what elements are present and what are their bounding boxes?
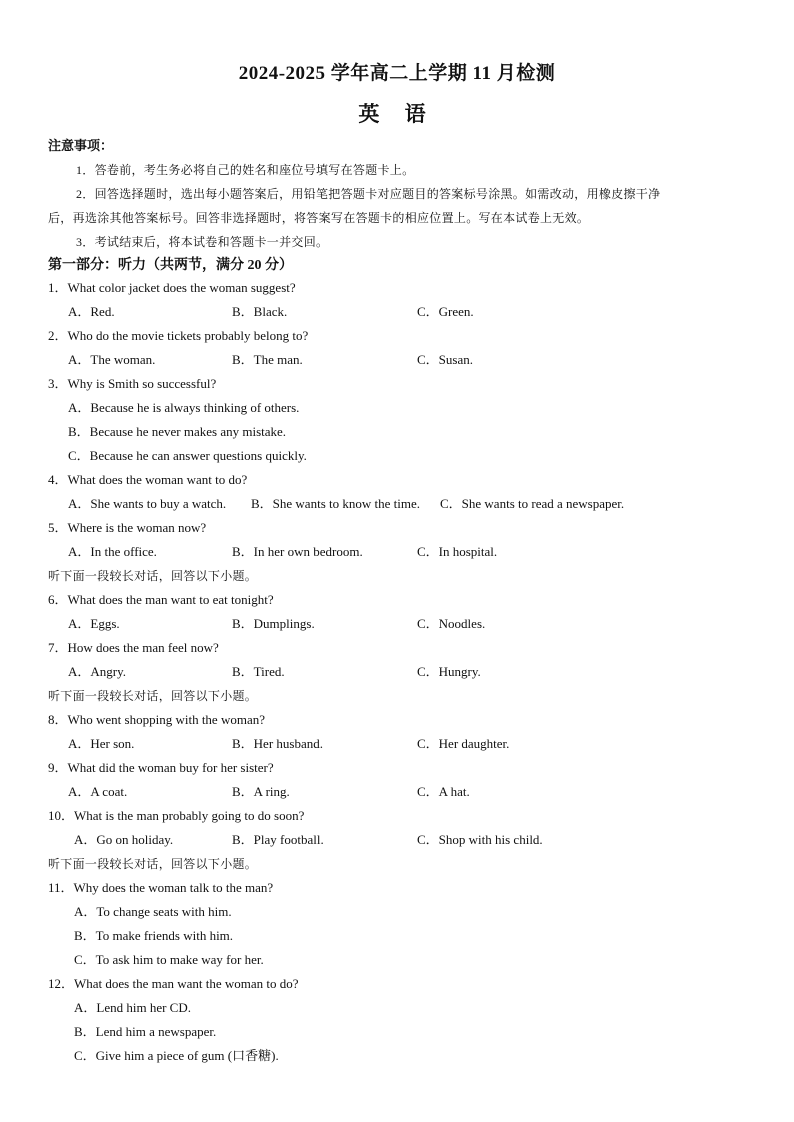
option-c: C．To ask him to make way for her. <box>74 952 264 967</box>
section-heading: 第一部分：听力（共两节，满分 20 分） <box>48 258 293 273</box>
option-c: C．Shop with his child. <box>417 832 543 847</box>
question-stem: 9．What did the woman buy for her sister? <box>48 760 274 775</box>
question-stem: 11．Why does the woman talk to the man? <box>48 880 274 895</box>
option-b: B．Black. <box>232 304 288 319</box>
option-a: A．Lend him her CD. <box>74 1000 191 1015</box>
option-a: A．To change seats with him. <box>74 904 232 919</box>
note-item-1: 1．答卷前，考生务必将自己的姓名和座位号填写在答题卡上。 <box>76 163 415 177</box>
notes-heading: 注意事项： <box>48 138 114 153</box>
question-stem: 2．Who do the movie tickets probably belong to? <box>48 328 309 343</box>
option-a: A．Angry. <box>68 664 127 679</box>
option-a: A．She wants to buy a watch. <box>68 496 227 511</box>
option-c: C．Noodles. <box>417 616 486 631</box>
option-c: C．Green. <box>417 304 474 319</box>
question-stem: 6．What does the man want to eat tonight? <box>48 592 274 607</box>
option-b: B．Because he never makes any mistake. <box>68 424 287 439</box>
option-c: C．In hospital. <box>417 544 498 559</box>
question-stem: 5．Where is the woman now? <box>48 520 207 535</box>
question-stem: 10．What is the man probably going to do soon? <box>48 808 305 823</box>
note-item-3: 3．考试结束后，将本试卷和答题卡一并交回。 <box>76 235 329 249</box>
note-item-2-cont: 后，再选涂其他答案标号。回答非选择题时，将答案写在答题卡的相应位置上。写在本试卷上无效。 <box>48 211 590 225</box>
section-instruction: 听下面一段较长对话，回答以下小题。 <box>48 569 258 583</box>
option-a: A．Because he is always thinking of others. <box>68 400 300 415</box>
option-b: B．In her own bedroom. <box>232 544 363 559</box>
option-a: A．Red. <box>68 304 115 319</box>
option-b: B．The man. <box>232 352 303 367</box>
option-c: C．Give him a piece of gum (口香糖). <box>74 1048 279 1063</box>
option-a: A．Eggs. <box>68 616 120 631</box>
section-instruction: 听下面一段较长对话，回答以下小题。 <box>48 689 258 703</box>
question-stem: 1．What color jacket does the woman suggest? <box>48 280 296 295</box>
subject-title: 英 语 <box>358 102 436 126</box>
question-stem: 3．Why is Smith so successful? <box>48 376 217 391</box>
option-b: B．She wants to know the time. <box>251 496 420 511</box>
option-b: B．Her husband. <box>232 736 323 751</box>
option-a: A．The woman. <box>68 352 156 367</box>
option-b: B．Play football. <box>232 832 324 847</box>
option-b: B．To make friends with him. <box>74 928 234 943</box>
question-stem: 12．What does the man want the woman to do? <box>48 976 299 991</box>
exam-title: 2024-2025 学年高二上学期 11 月检测 <box>238 63 556 84</box>
note-item-2: 2．回答选择题时，选出每小题答案后，用铅笔把答题卡对应题目的答案标号涂黑。如需改动，用橡皮擦干净 <box>76 187 661 201</box>
option-c: C．A hat. <box>417 784 470 799</box>
section-instruction: 听下面一段较长对话，回答以下小题。 <box>48 857 258 871</box>
option-b: B．A ring. <box>232 784 290 799</box>
question-stem: 4．What does the woman want to do? <box>48 472 248 487</box>
option-b: B．Tired. <box>232 664 285 679</box>
option-c: C．Hungry. <box>417 664 481 679</box>
option-a: A．Her son. <box>68 736 135 751</box>
option-a: A．In the office. <box>68 544 157 559</box>
option-a: A．Go on holiday. <box>74 832 174 847</box>
option-c: C．She wants to read a newspaper. <box>440 496 625 511</box>
option-c: C．Susan. <box>417 352 473 367</box>
option-c: C．Her daughter. <box>417 736 510 751</box>
question-stem: 7．How does the man feel now? <box>48 640 219 655</box>
option-a: A．A coat. <box>68 784 128 799</box>
option-b: B．Dumplings. <box>232 616 315 631</box>
option-b: B．Lend him a newspaper. <box>74 1024 217 1039</box>
option-c: C．Because he can answer questions quickly. <box>68 448 307 463</box>
question-stem: 8．Who went shopping with the woman? <box>48 712 265 727</box>
